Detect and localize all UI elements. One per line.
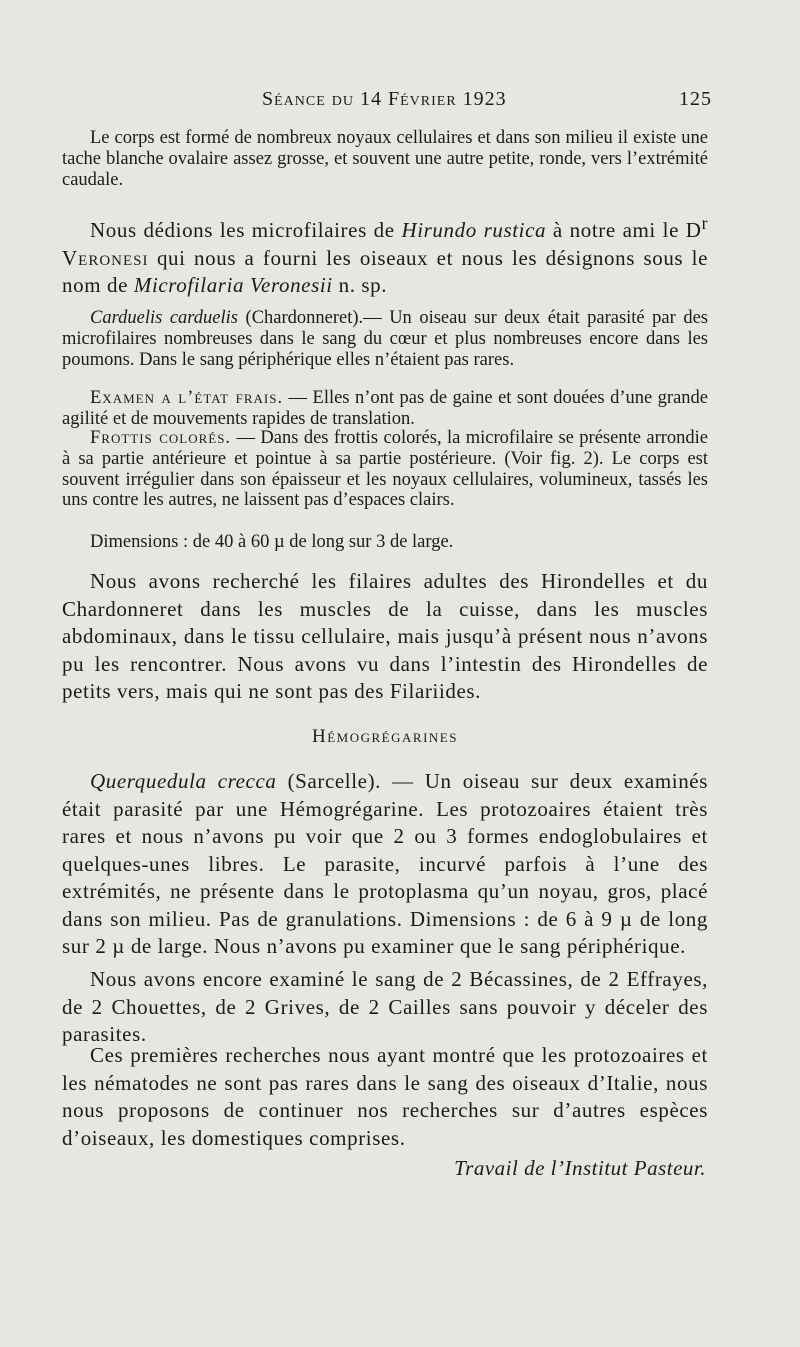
- superscript: r: [701, 213, 708, 233]
- signature-line: Travail de l’Institut Pasteur.: [454, 1156, 706, 1180]
- person-name: Veronesi: [62, 245, 149, 270]
- paragraph-fresh-exam: [62, 388, 708, 430]
- text-run: — Dans des frottis colorés, la microfilaire se présente arrondie à sa partie antérieure et pointue à sa partie postérieure. (Voir fig. 2). Le corps est souvent irrégulier dans son épaisseur et les noyaux cellulaires, volumineux, tassés les uns contre les autres, ne laissent pas d’espaces clairs.: [62, 428, 708, 511]
- species-name: Hirundo rustica: [401, 218, 547, 242]
- species-name: Querquedula crecca: [90, 769, 277, 793]
- text-run: (Sarcelle). — Un oiseau sur deux examinés était parasité par une Hémogrégarine. Les protozoaires étaient très rares et nous n’avons pu voir que 2 ou 3 formes endoglobulaires et quelques-unes libres. Le parasite, incurvé parfois à l’une des extrémités, ne présente dans le protoplasma qu’un noyau, gros, placé dans son milieu. Pas de granulations. Dimensions : de 6 à 9 µ de long sur 2 µ de large. Nous n’avons pu examiner que le sang périphérique.: [62, 769, 709, 958]
- text-run: qui nous a fourni les oiseaux et nous les désignons sous le nom de: [62, 245, 708, 297]
- running-header: [262, 88, 712, 114]
- paragraph-other-birds: Nous avons encore examiné le sang de 2 Bécassines, de 2 Effrayes, de 2 Chouettes, de 2 Grives, de 2 Cailles sans pouvoir y déceler des parasites.: [62, 967, 708, 1046]
- section-heading: Hémogrégarines: [312, 726, 458, 747]
- paragraph-carduelis: [62, 308, 708, 370]
- paragraph-dimensions: Dimensions : de 40 à 60 µ de long sur 3 de large.: [90, 532, 454, 552]
- species-name: Carduelis carduelis: [90, 308, 238, 328]
- text-run: n. sp.: [332, 273, 388, 297]
- paragraph-body-structure: Le corps est formé de nombreux noyaux cellulaires et dans son milieu il existe une tache blanche ovalaire assez grosse, et souvent une autre petite, ronde, vers l’extrémité caudale.: [62, 128, 708, 190]
- text-run: (Chardonneret).— Un oiseau sur deux était parasité par des microfilaires nombreuses dans le sang du cœur et plus nombreuses encore dans les poumons. Dans le sang périphérique elles n’étaient pas rares.: [62, 308, 708, 370]
- paragraph-dedication: [62, 210, 708, 300]
- paragraph-conclusion: Ces premières recherches nous ayant montré que les protozoaires et les nématodes ne sont pas rares dans le sang des oiseaux d’Italie, nous nous proposons de continuer nos recherches sur d’autres espèces d’oiseaux, les domestiques comprises.: [62, 1043, 708, 1150]
- text-run: — Elles n’ont pas de gaine et sont douées d’une grande agilité et de mouvements rapides de translation.: [62, 388, 708, 429]
- paragraph-stained-smears: [62, 428, 708, 511]
- text-run: à notre ami le D: [546, 218, 702, 242]
- page-number: 125: [679, 88, 712, 110]
- section-label: Examen a l’état frais.: [90, 388, 284, 408]
- section-label: Frottis colorés.: [90, 428, 232, 448]
- paragraph-adult-filariae: Nous avons recherché les filaires adultes des Hirondelles et du Chardonneret dans les muscles de la cuisse, dans les muscles abdominaux, dans le tissu cellulaire, mais jusqu’à présent nous n’avons pu les rencontrer. Nous avons vu dans l’intestin des Hirondelles de petits vers, mais qui ne sont pas des Filariides.: [62, 569, 708, 703]
- header-title: Séance du 14 Février 1923: [262, 88, 507, 110]
- paragraph-querquedula: [62, 768, 708, 961]
- new-species-name: Microfilaria Veronesii: [133, 273, 333, 297]
- text-run: Nous dédions les microfilaires de: [90, 218, 402, 242]
